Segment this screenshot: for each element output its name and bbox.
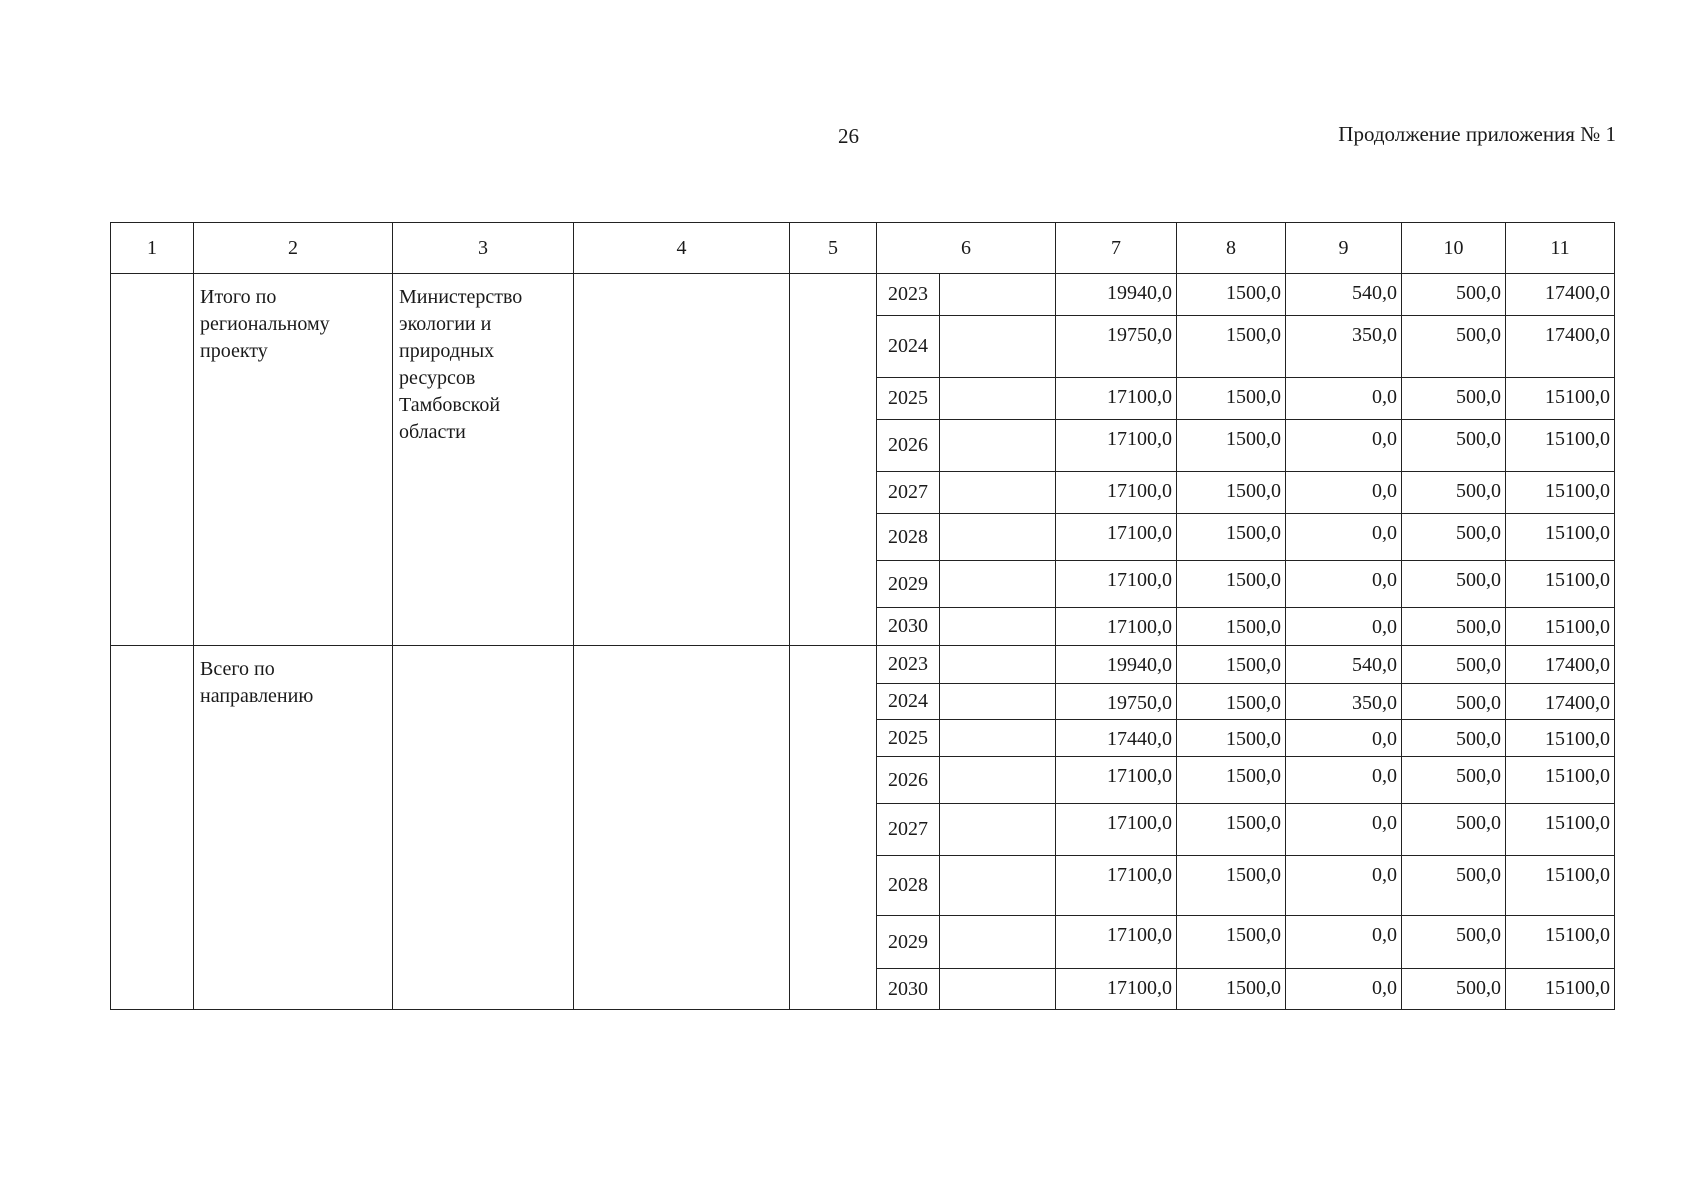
year-cell: 2023	[877, 646, 940, 684]
value-cell-col7: 17100,0	[1056, 420, 1177, 472]
column-header: 11	[1506, 223, 1615, 274]
column-header: 4	[574, 223, 790, 274]
value-cell-col8: 1500,0	[1177, 720, 1286, 757]
value-cell-col7: 19940,0	[1056, 274, 1177, 316]
cell-col6-sub	[940, 720, 1056, 757]
cell-col6-sub	[940, 378, 1056, 420]
cell-col6-sub	[940, 969, 1056, 1010]
value-cell-col8: 1500,0	[1177, 472, 1286, 514]
year-cell: 2023	[877, 274, 940, 316]
cell-col6-sub	[940, 608, 1056, 646]
value-cell-col10: 500,0	[1402, 561, 1506, 608]
value-cell-col9: 0,0	[1286, 757, 1402, 804]
value-cell-col10: 500,0	[1402, 856, 1506, 916]
value-cell-col8: 1500,0	[1177, 916, 1286, 969]
value-cell-col10: 500,0	[1402, 646, 1506, 684]
value-cell-col9: 0,0	[1286, 561, 1402, 608]
appendix-continuation-note: Продолжение приложения № 1	[1338, 122, 1616, 146]
cell-col6-sub	[940, 420, 1056, 472]
table-row	[111, 646, 1615, 684]
cell-col6-sub	[940, 514, 1056, 561]
year-cell: 2026	[877, 757, 940, 804]
table-header	[111, 223, 1615, 274]
column-header: 8	[1177, 223, 1286, 274]
value-cell-col9: 540,0	[1286, 646, 1402, 684]
value-cell-col7: 17100,0	[1056, 969, 1177, 1010]
value-cell-col10: 500,0	[1402, 420, 1506, 472]
value-cell-col7: 17100,0	[1056, 856, 1177, 916]
value-cell-col9: 540,0	[1286, 274, 1402, 316]
value-cell-col8: 1500,0	[1177, 684, 1286, 720]
value-cell-col10: 500,0	[1402, 757, 1506, 804]
cell-col6-sub	[940, 856, 1056, 916]
column-header: 5	[790, 223, 877, 274]
value-cell-col9: 0,0	[1286, 720, 1402, 757]
cell-col4	[574, 274, 790, 646]
value-cell-col11: 15100,0	[1506, 378, 1615, 420]
value-cell-col8: 1500,0	[1177, 804, 1286, 856]
cell-col6-sub	[940, 274, 1056, 316]
section-name-cell: Итого по региональному проекту	[194, 274, 393, 646]
year-cell: 2025	[877, 378, 940, 420]
value-cell-col7: 17100,0	[1056, 514, 1177, 561]
value-cell-col10: 500,0	[1402, 274, 1506, 316]
value-cell-col7: 17100,0	[1056, 608, 1177, 646]
value-cell-col9: 0,0	[1286, 420, 1402, 472]
cell-col6-sub	[940, 646, 1056, 684]
value-cell-col9: 0,0	[1286, 969, 1402, 1010]
value-cell-col11: 15100,0	[1506, 720, 1615, 757]
value-cell-col11: 17400,0	[1506, 684, 1615, 720]
value-cell-col7: 17100,0	[1056, 378, 1177, 420]
value-cell-col8: 1500,0	[1177, 969, 1286, 1010]
value-cell-col7: 17100,0	[1056, 916, 1177, 969]
value-cell-col9: 0,0	[1286, 804, 1402, 856]
year-cell: 2028	[877, 856, 940, 916]
year-cell: 2024	[877, 316, 940, 378]
cell-col6-sub	[940, 684, 1056, 720]
value-cell-col11: 15100,0	[1506, 472, 1615, 514]
value-cell-col8: 1500,0	[1177, 757, 1286, 804]
value-cell-col11: 15100,0	[1506, 561, 1615, 608]
column-header: 7	[1056, 223, 1177, 274]
value-cell-col9: 0,0	[1286, 378, 1402, 420]
value-cell-col11: 17400,0	[1506, 274, 1615, 316]
value-cell-col8: 1500,0	[1177, 378, 1286, 420]
value-cell-col9: 350,0	[1286, 684, 1402, 720]
column-header: 1	[111, 223, 194, 274]
value-cell-col11: 15100,0	[1506, 608, 1615, 646]
financing-table	[110, 222, 1615, 1010]
year-cell: 2030	[877, 969, 940, 1010]
value-cell-col11: 15100,0	[1506, 514, 1615, 561]
value-cell-col11: 15100,0	[1506, 969, 1615, 1010]
value-cell-col7: 19940,0	[1056, 646, 1177, 684]
table-body	[111, 274, 1615, 1010]
column-header: 6	[877, 223, 1056, 274]
value-cell-col8: 1500,0	[1177, 274, 1286, 316]
column-header: 2	[194, 223, 393, 274]
value-cell-col9: 0,0	[1286, 916, 1402, 969]
value-cell-col9: 0,0	[1286, 514, 1402, 561]
page-number: 26	[838, 124, 859, 148]
year-cell: 2029	[877, 916, 940, 969]
value-cell-col9: 0,0	[1286, 856, 1402, 916]
column-header: 9	[1286, 223, 1402, 274]
year-cell: 2026	[877, 420, 940, 472]
section-name-cell: Всего по направлению	[194, 646, 393, 1010]
value-cell-col7: 19750,0	[1056, 684, 1177, 720]
value-cell-col11: 15100,0	[1506, 804, 1615, 856]
year-cell: 2027	[877, 804, 940, 856]
value-cell-col7: 17440,0	[1056, 720, 1177, 757]
value-cell-col11: 15100,0	[1506, 856, 1615, 916]
value-cell-col10: 500,0	[1402, 684, 1506, 720]
value-cell-col10: 500,0	[1402, 608, 1506, 646]
value-cell-col7: 17100,0	[1056, 472, 1177, 514]
value-cell-col10: 500,0	[1402, 514, 1506, 561]
column-header: 3	[393, 223, 574, 274]
value-cell-col8: 1500,0	[1177, 856, 1286, 916]
value-cell-col11: 15100,0	[1506, 757, 1615, 804]
value-cell-col7: 19750,0	[1056, 316, 1177, 378]
cell-col1	[111, 274, 194, 646]
value-cell-col8: 1500,0	[1177, 646, 1286, 684]
responsible-executor-cell	[393, 646, 574, 1010]
cell-col6-sub	[940, 757, 1056, 804]
value-cell-col11: 17400,0	[1506, 316, 1615, 378]
year-cell: 2030	[877, 608, 940, 646]
value-cell-col9: 0,0	[1286, 472, 1402, 514]
cell-col6-sub	[940, 472, 1056, 514]
column-header: 10	[1402, 223, 1506, 274]
cell-col4	[574, 646, 790, 1010]
cell-col1	[111, 646, 194, 1010]
year-cell: 2027	[877, 472, 940, 514]
value-cell-col7: 17100,0	[1056, 561, 1177, 608]
cell-col5	[790, 274, 877, 646]
cell-col6-sub	[940, 316, 1056, 378]
value-cell-col10: 500,0	[1402, 969, 1506, 1010]
value-cell-col8: 1500,0	[1177, 608, 1286, 646]
cell-col6-sub	[940, 804, 1056, 856]
value-cell-col10: 500,0	[1402, 316, 1506, 378]
value-cell-col7: 17100,0	[1056, 757, 1177, 804]
value-cell-col7: 17100,0	[1056, 804, 1177, 856]
value-cell-col8: 1500,0	[1177, 561, 1286, 608]
value-cell-col11: 17400,0	[1506, 646, 1615, 684]
value-cell-col8: 1500,0	[1177, 514, 1286, 561]
value-cell-col10: 500,0	[1402, 916, 1506, 969]
value-cell-col11: 15100,0	[1506, 916, 1615, 969]
year-cell: 2028	[877, 514, 940, 561]
value-cell-col9: 0,0	[1286, 608, 1402, 646]
value-cell-col11: 15100,0	[1506, 420, 1615, 472]
value-cell-col10: 500,0	[1402, 472, 1506, 514]
cell-col6-sub	[940, 916, 1056, 969]
year-cell: 2025	[877, 720, 940, 757]
value-cell-col9: 350,0	[1286, 316, 1402, 378]
cell-col6-sub	[940, 561, 1056, 608]
value-cell-col10: 500,0	[1402, 720, 1506, 757]
value-cell-col10: 500,0	[1402, 378, 1506, 420]
value-cell-col8: 1500,0	[1177, 316, 1286, 378]
year-cell: 2029	[877, 561, 940, 608]
value-cell-col10: 500,0	[1402, 804, 1506, 856]
cell-col5	[790, 646, 877, 1010]
table-row	[111, 274, 1615, 316]
value-cell-col8: 1500,0	[1177, 420, 1286, 472]
year-cell: 2024	[877, 684, 940, 720]
responsible-executor-cell: Министерство экологии и природных ресурсов Тамбовской области	[393, 274, 574, 646]
